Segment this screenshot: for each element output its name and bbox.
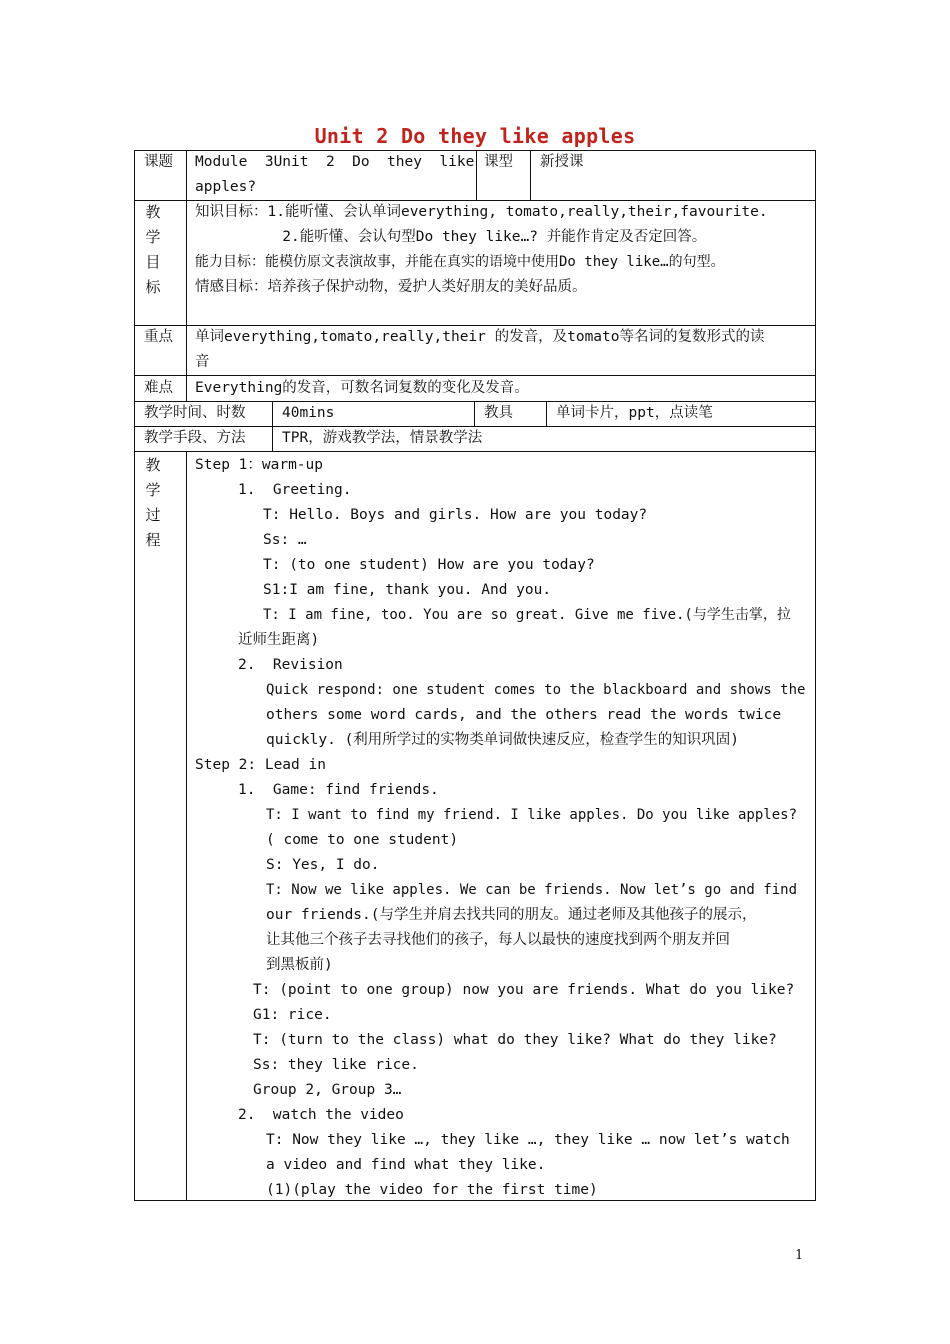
process-line: 2. Revision <box>238 657 343 673</box>
type-label: 课型 <box>484 154 513 170</box>
table-col-divider <box>186 451 187 1200</box>
process-line: 1. Greeting. <box>238 482 352 498</box>
process-line: 近师生距离) <box>238 632 320 648</box>
goals-label-char: 教 <box>145 203 161 221</box>
table-col-divider <box>546 401 547 426</box>
process-label-char: 学 <box>145 481 161 499</box>
table-col-divider <box>530 150 531 200</box>
type-value: 新授课 <box>540 154 584 170</box>
process-line: ( come to one student) <box>266 832 459 848</box>
process-line: Step 1：warm-up <box>195 457 323 473</box>
table-row-divider <box>134 451 816 452</box>
process-line: (1)(play the video for the first time) <box>266 1182 598 1198</box>
tools-value: 单词卡片，ppt，点读笔 <box>556 405 713 421</box>
process-label-char: 过 <box>145 506 161 524</box>
process-line: T: I am fine, too. You are so great. Give me five.(与学生击掌，拉 <box>263 607 791 623</box>
goal-line: 能力目标：能模仿原文表演故事，并能在真实的语境中使用Do they like…的句型。 <box>195 254 725 270</box>
process-line: Ss: they like rice. <box>253 1057 419 1073</box>
tools-label: 教具 <box>484 405 513 421</box>
table-col-divider <box>476 150 477 200</box>
process-line: our friends.(与学生并肩去找共同的朋友。通过老师及其他孩子的展示， <box>266 907 757 923</box>
method-value: TPR，游戏教学法，情景教学法 <box>282 430 483 446</box>
process-line: G1: rice. <box>253 1007 332 1023</box>
time-value: 40mins <box>282 405 335 421</box>
process-line: T: (turn to the class) what do they like? What do they like? <box>253 1032 777 1048</box>
key-points-label: 重点 <box>144 329 173 345</box>
process-line: T: Now we like apples. We can be friends. Now let’s go and find <box>266 882 798 898</box>
process-line: T: (to one student) How are you today? <box>263 557 595 573</box>
process-line: T: Hello. Boys and girls. How are you today? <box>263 507 648 523</box>
page-title: Unit 2 Do they like apples <box>314 124 636 148</box>
topic-label: 课题 <box>144 154 173 170</box>
table-border-right <box>815 150 816 1201</box>
process-line: 到黑板前) <box>266 957 333 973</box>
process-label-char: 教 <box>145 456 161 474</box>
difficulties-text: Everything的发音，可数名词复数的变化及发音。 <box>195 380 529 396</box>
process-line: Ss: … <box>263 532 307 548</box>
goal-line: 情感目标：培养孩子保护动物，爱护人类好朋友的美好品质。 <box>195 279 587 295</box>
process-line: Step 2: Lead in <box>195 757 326 773</box>
goal-line: 知识目标：1.能听懂、会认单词everything, tomato,really,their,favourite. <box>195 204 768 220</box>
table-border-left <box>134 150 135 1201</box>
page-number: 1 <box>795 1248 804 1263</box>
goals-label-char: 学 <box>145 228 161 246</box>
process-line: Group 2, Group 3… <box>253 1082 402 1098</box>
process-line: T: (point to one group) now you are friends. What do you like? <box>253 982 795 998</box>
key-points-line: 单词everything,tomato,really,their 的发音，及tomato等名词的复数形式的读 <box>195 329 765 345</box>
goals-label-char: 标 <box>145 278 161 296</box>
difficulties-label: 难点 <box>144 380 173 396</box>
topic-value-line2: apples? <box>195 179 257 195</box>
process-line: 让其他三个孩子去寻找他们的孩子，每人以最快的速度找到两个朋友并回 <box>266 932 730 948</box>
table-col-divider <box>186 150 187 401</box>
process-line: quickly. (利用所学过的实物类单词做快速反应，检查学生的知识巩固) <box>266 732 740 748</box>
goal-line: 2.能听懂、会认句型Do they like…? 并能作肯定及否定回答。 <box>195 229 707 245</box>
time-label: 教学时间、时数 <box>144 405 246 421</box>
topic-value-line1: Module 3Unit 2 Do they like <box>195 154 475 170</box>
process-line: Quick respond: one student comes to the blackboard and shows the <box>266 682 806 698</box>
process-line: 1. Game: find friends. <box>238 782 439 798</box>
process-label-char: 程 <box>145 531 161 549</box>
method-label: 教学手段、方法 <box>144 430 246 446</box>
key-points-line: 音 <box>195 354 210 370</box>
process-line: others some word cards, and the others read the words twice <box>266 707 782 723</box>
process-line: T: I want to find my friend. I like apples. Do you like apples? <box>266 807 798 823</box>
process-line: S: Yes, I do. <box>266 857 380 873</box>
process-line: S1:I am fine, thank you. And you. <box>263 582 552 598</box>
table-col-divider <box>272 401 273 451</box>
process-line: a video and find what they like. <box>266 1157 546 1173</box>
table-col-divider <box>474 401 475 426</box>
process-line: 2. watch the video <box>238 1107 404 1123</box>
process-line: T: Now they like …, they like …, they like … now let’s watch <box>266 1132 790 1148</box>
goals-label-char: 目 <box>145 253 161 271</box>
